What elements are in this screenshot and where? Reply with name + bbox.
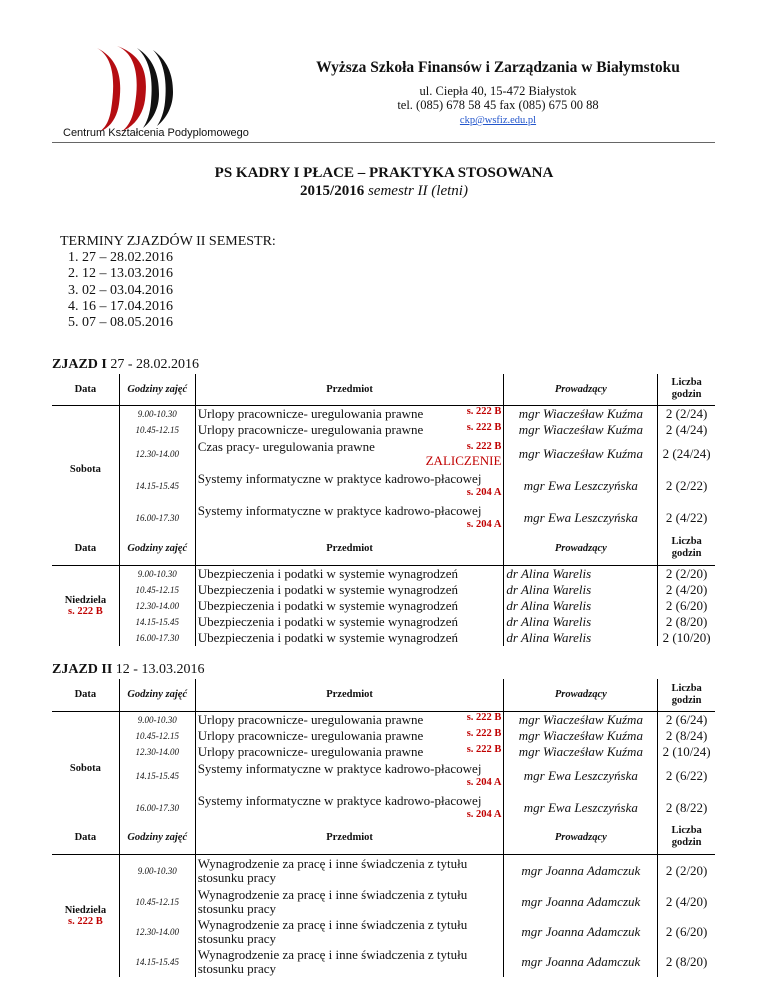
hours-cell: 9.00-10.30	[137, 865, 177, 876]
table-row	[52, 582, 715, 598]
lecturer-cell: mgr Wiacześław Kuźma	[504, 744, 658, 760]
lecturer-cell: mgr Joanna Adamczuk	[504, 854, 658, 887]
table-row	[52, 854, 715, 887]
lecturer-cell: dr Alina Warelis	[504, 598, 658, 614]
session-heading	[52, 662, 204, 678]
count-cell: 2 (2/24)	[665, 405, 708, 421]
term-item: 5. 07 – 08.05.2016	[82, 315, 276, 331]
count-cell: 2 (8/22)	[665, 800, 708, 815]
subject-cell: s. 222 B Urlopy pracownicze- uregulowania prawne	[195, 744, 504, 760]
table-row	[52, 405, 715, 422]
room: s. 204 A	[466, 518, 502, 530]
count-cell: 2 (8/20)	[665, 613, 708, 629]
subject-cell: Wynagrodzenie za pracę i inne świadczenia z tytułu stosunku pracy	[195, 917, 504, 947]
lecturer-cell: mgr Ewa Leszczyńska	[504, 760, 658, 792]
col-count: Liczba godzin	[658, 532, 715, 565]
hours-cell: 14.15-15.45	[135, 957, 179, 967]
schedule-table-z2-sat	[52, 679, 715, 825]
table-row	[52, 630, 715, 646]
hours-cell: 14.15-15.45	[135, 770, 179, 781]
count-cell: 2 (6/20)	[665, 597, 708, 613]
hours-cell: 10.45-12.15	[135, 424, 179, 435]
count-cell: 2 (10/20)	[662, 629, 711, 645]
table-row	[52, 728, 715, 744]
table-row	[52, 502, 715, 534]
table-row	[52, 947, 715, 977]
room: s. 204 A	[466, 487, 502, 498]
col-count: Liczba godzin	[658, 374, 715, 405]
col-count: Liczba godzin	[658, 679, 715, 711]
col-subject: Przedmiot	[195, 679, 504, 711]
col-subject: Przedmiot	[195, 821, 504, 854]
lecturer-cell: mgr Wiacześław Kuźma	[504, 728, 658, 744]
subject-cell: Systemy informatyczne w praktyce kadrowo-płacowej s. 204 A	[195, 760, 504, 792]
term-item: 4. 16 – 17.04.2016	[82, 299, 276, 315]
lecturer-cell: dr Alina Warelis	[504, 565, 658, 582]
col-count: Liczba godzin	[658, 821, 715, 854]
count-cell: 2 (4/24)	[665, 421, 708, 437]
table-row	[52, 792, 715, 825]
session-label: ZJAZD I	[52, 357, 107, 372]
subject-cell: s. 222 B Urlopy pracownicze- uregulowania prawne	[195, 405, 504, 422]
count-cell: 2 (6/20)	[665, 924, 708, 939]
room: s. 222 B	[466, 743, 502, 755]
hours-cell: 9.00-10.30	[137, 714, 177, 725]
subject-cell: s. 222 B Urlopy pracownicze- uregulowania prawne	[195, 728, 504, 744]
count-cell: 2 (2/20)	[665, 565, 708, 581]
hours-cell: 14.15-15.45	[135, 481, 179, 491]
term-item: 2. 12 – 13.03.2016	[82, 266, 276, 282]
table-row	[52, 598, 715, 614]
hours-cell: 16.00-17.30	[135, 632, 179, 643]
col-hours: Godziny zajęć	[119, 679, 195, 711]
lecturer-cell: mgr Wiacześław Kuźma	[504, 422, 658, 438]
hours-cell: 10.45-12.15	[135, 584, 179, 595]
hours-cell: 9.00-10.30	[137, 408, 177, 419]
col-lecturer: Prowadzący	[504, 532, 658, 565]
day-room: s. 222 B	[68, 915, 103, 927]
lecturer-cell: mgr Joanna Adamczuk	[504, 917, 658, 947]
logo-caption: Centrum Kształcenia Podyplomowego	[63, 127, 249, 139]
count-cell: 2 (8/20)	[665, 954, 708, 969]
table-row	[52, 438, 715, 471]
count-cell: 2 (24/24)	[662, 446, 711, 461]
page-title: PS KADRY I PŁACE – PRAKTYKA STOSOWANA	[214, 165, 554, 181]
count-cell: 2 (10/24)	[662, 743, 711, 759]
subject-cell: Wynagrodzenie za pracę i inne świadczenia z tytułu stosunku pracy	[195, 887, 504, 917]
subject-cell: Systemy informatyczne w praktyce kadrowo-płacowej s. 204 A	[195, 502, 504, 534]
hours-cell: 10.45-12.15	[135, 897, 179, 907]
hours-cell: 16.00-17.30	[135, 512, 179, 523]
schedule-table-z1-sun	[52, 532, 715, 646]
room: s. 222 B	[466, 405, 502, 417]
session-dates: 12 - 13.03.2016	[115, 662, 205, 677]
session-dates: 27 - 28.02.2016	[110, 357, 200, 372]
subject-cell: s. 222 B Czas pracy- uregulowania prawne ZALICZENIE	[195, 438, 504, 471]
lecturer-cell: mgr Ewa Leszczyńska	[504, 792, 658, 825]
hours-cell: 10.45-12.15	[135, 730, 179, 741]
terms-heading: TERMINY ZJAZDÓW II SEMESTR:	[60, 234, 276, 249]
hours-cell: 12.30-14.00	[135, 746, 179, 757]
lecturer-cell: dr Alina Warelis	[504, 614, 658, 630]
session-label: ZJAZD II	[52, 662, 113, 677]
org-address: ul. Ciepła 40, 15-472 Białystok	[419, 84, 577, 98]
table-row	[52, 614, 715, 630]
count-cell: 2 (4/20)	[665, 894, 708, 909]
table-row	[52, 565, 715, 582]
lecturer-cell: mgr Wiacześław Kuźma	[504, 438, 658, 471]
col-lecturer: Prowadzący	[504, 821, 658, 854]
lecturer-cell: mgr Ewa Leszczyńska	[504, 502, 658, 534]
col-lecturer: Prowadzący	[504, 374, 658, 405]
subject-cell: Wynagrodzenie za pracę i inne świadczenia z tytułu stosunku pracy	[195, 854, 504, 887]
room: s. 222 B	[466, 421, 502, 433]
day-room: s. 222 B	[68, 605, 103, 617]
day-cell: Sobota	[52, 405, 119, 534]
table-row	[52, 422, 715, 438]
day-cell: Niedziela s. 222 B	[52, 565, 119, 646]
table-row	[52, 744, 715, 760]
subject-cell: Ubezpieczenia i podatki w systemie wynagrodzeń	[195, 614, 504, 630]
col-lecturer: Prowadzący	[504, 679, 658, 711]
lecturer-cell: dr Alina Warelis	[504, 630, 658, 646]
hours-cell: 12.30-14.00	[135, 449, 179, 459]
subject-cell: Systemy informatyczne w praktyce kadrowo-płacowej s. 204 A	[195, 471, 504, 502]
subject-cell: Ubezpieczenia i podatki w systemie wynagrodzeń	[195, 582, 504, 598]
subject-cell: Systemy informatyczne w praktyce kadrowo-płacowej s. 204 A	[195, 792, 504, 825]
hours-cell: 16.00-17.30	[135, 803, 179, 813]
subject-cell: Wynagrodzenie za pracę i inne świadczenia z tytułu stosunku pracy	[195, 947, 504, 977]
divider	[52, 142, 715, 143]
pass-badge: ZALICZENIE	[425, 453, 502, 468]
table-row	[52, 711, 715, 728]
col-hours: Godziny zajęć	[119, 374, 195, 405]
lecturer-cell: dr Alina Warelis	[504, 582, 658, 598]
org-email-link[interactable]: ckp@wsfiz.edu.pl	[459, 115, 537, 126]
col-subject: Przedmiot	[195, 374, 504, 405]
page-subtitle	[0, 183, 768, 200]
col-subject: Przedmiot	[195, 532, 504, 565]
academic-year: 2015/2016	[300, 183, 365, 199]
subject-cell: Ubezpieczenia i podatki w systemie wynagrodzeń	[195, 598, 504, 614]
col-date: Data	[52, 679, 119, 711]
school-logo	[55, 40, 235, 140]
count-cell: 2 (2/20)	[665, 862, 708, 878]
lecturer-cell: mgr Ewa Leszczyńska	[504, 471, 658, 502]
table-row	[52, 917, 715, 947]
room: s. 204 A	[466, 776, 502, 788]
day-cell: Niedziela s. 222 B	[52, 854, 119, 977]
lecturer-cell: mgr Wiacześław Kuźma	[504, 405, 658, 422]
col-hours: Godziny zajęć	[119, 821, 195, 854]
count-cell: 2 (8/24)	[665, 727, 708, 743]
org-name: Wyższa Szkoła Finansów i Zarządzania w Białymstoku	[316, 59, 680, 76]
count-cell: 2 (2/22)	[665, 478, 708, 493]
table-row	[52, 760, 715, 792]
lecturer-cell: mgr Joanna Adamczuk	[504, 947, 658, 977]
table-row	[52, 471, 715, 502]
hours-cell: 12.30-14.00	[135, 927, 179, 937]
session-heading	[52, 357, 199, 373]
hours-cell: 14.15-15.45	[135, 616, 179, 627]
schedule-table-z2-sun	[52, 821, 715, 977]
col-date: Data	[52, 821, 119, 854]
term-item: 1. 27 – 28.02.2016	[82, 250, 276, 266]
col-date: Data	[52, 532, 119, 565]
semester: semestr II (letni)	[367, 183, 468, 199]
term-item: 3. 02 – 03.04.2016	[82, 283, 276, 299]
hours-cell: 9.00-10.30	[137, 568, 177, 579]
count-cell: 2 (6/22)	[665, 767, 708, 783]
subject-cell: Ubezpieczenia i podatki w systemie wynagrodzeń	[195, 630, 504, 646]
hours-cell: 12.30-14.00	[135, 600, 179, 611]
col-hours: Godziny zajęć	[119, 532, 195, 565]
room: s. 222 B	[466, 441, 502, 452]
count-cell: 2 (4/20)	[665, 581, 708, 597]
subject-cell: s. 222 B Urlopy pracownicze- uregulowania prawne	[195, 711, 504, 728]
room: s. 222 B	[466, 727, 502, 739]
lecturer-cell: mgr Joanna Adamczuk	[504, 887, 658, 917]
count-cell: 2 (4/22)	[665, 509, 708, 525]
day-cell: Sobota	[52, 711, 119, 825]
col-date: Data	[52, 374, 119, 405]
count-cell: 2 (6/24)	[665, 711, 708, 727]
schedule-table-z1-sat	[52, 374, 715, 534]
lecturer-cell: mgr Wiacześław Kuźma	[504, 711, 658, 728]
room: s. 204 A	[466, 809, 502, 820]
room: s. 222 B	[466, 711, 502, 723]
org-phone: tel. (085) 678 58 45 fax (085) 675 00 88	[397, 98, 599, 112]
subject-cell: Ubezpieczenia i podatki w systemie wynagrodzeń	[195, 565, 504, 582]
table-row	[52, 887, 715, 917]
subject-cell: s. 222 B Urlopy pracownicze- uregulowania prawne	[195, 422, 504, 438]
terms-list	[60, 234, 276, 331]
